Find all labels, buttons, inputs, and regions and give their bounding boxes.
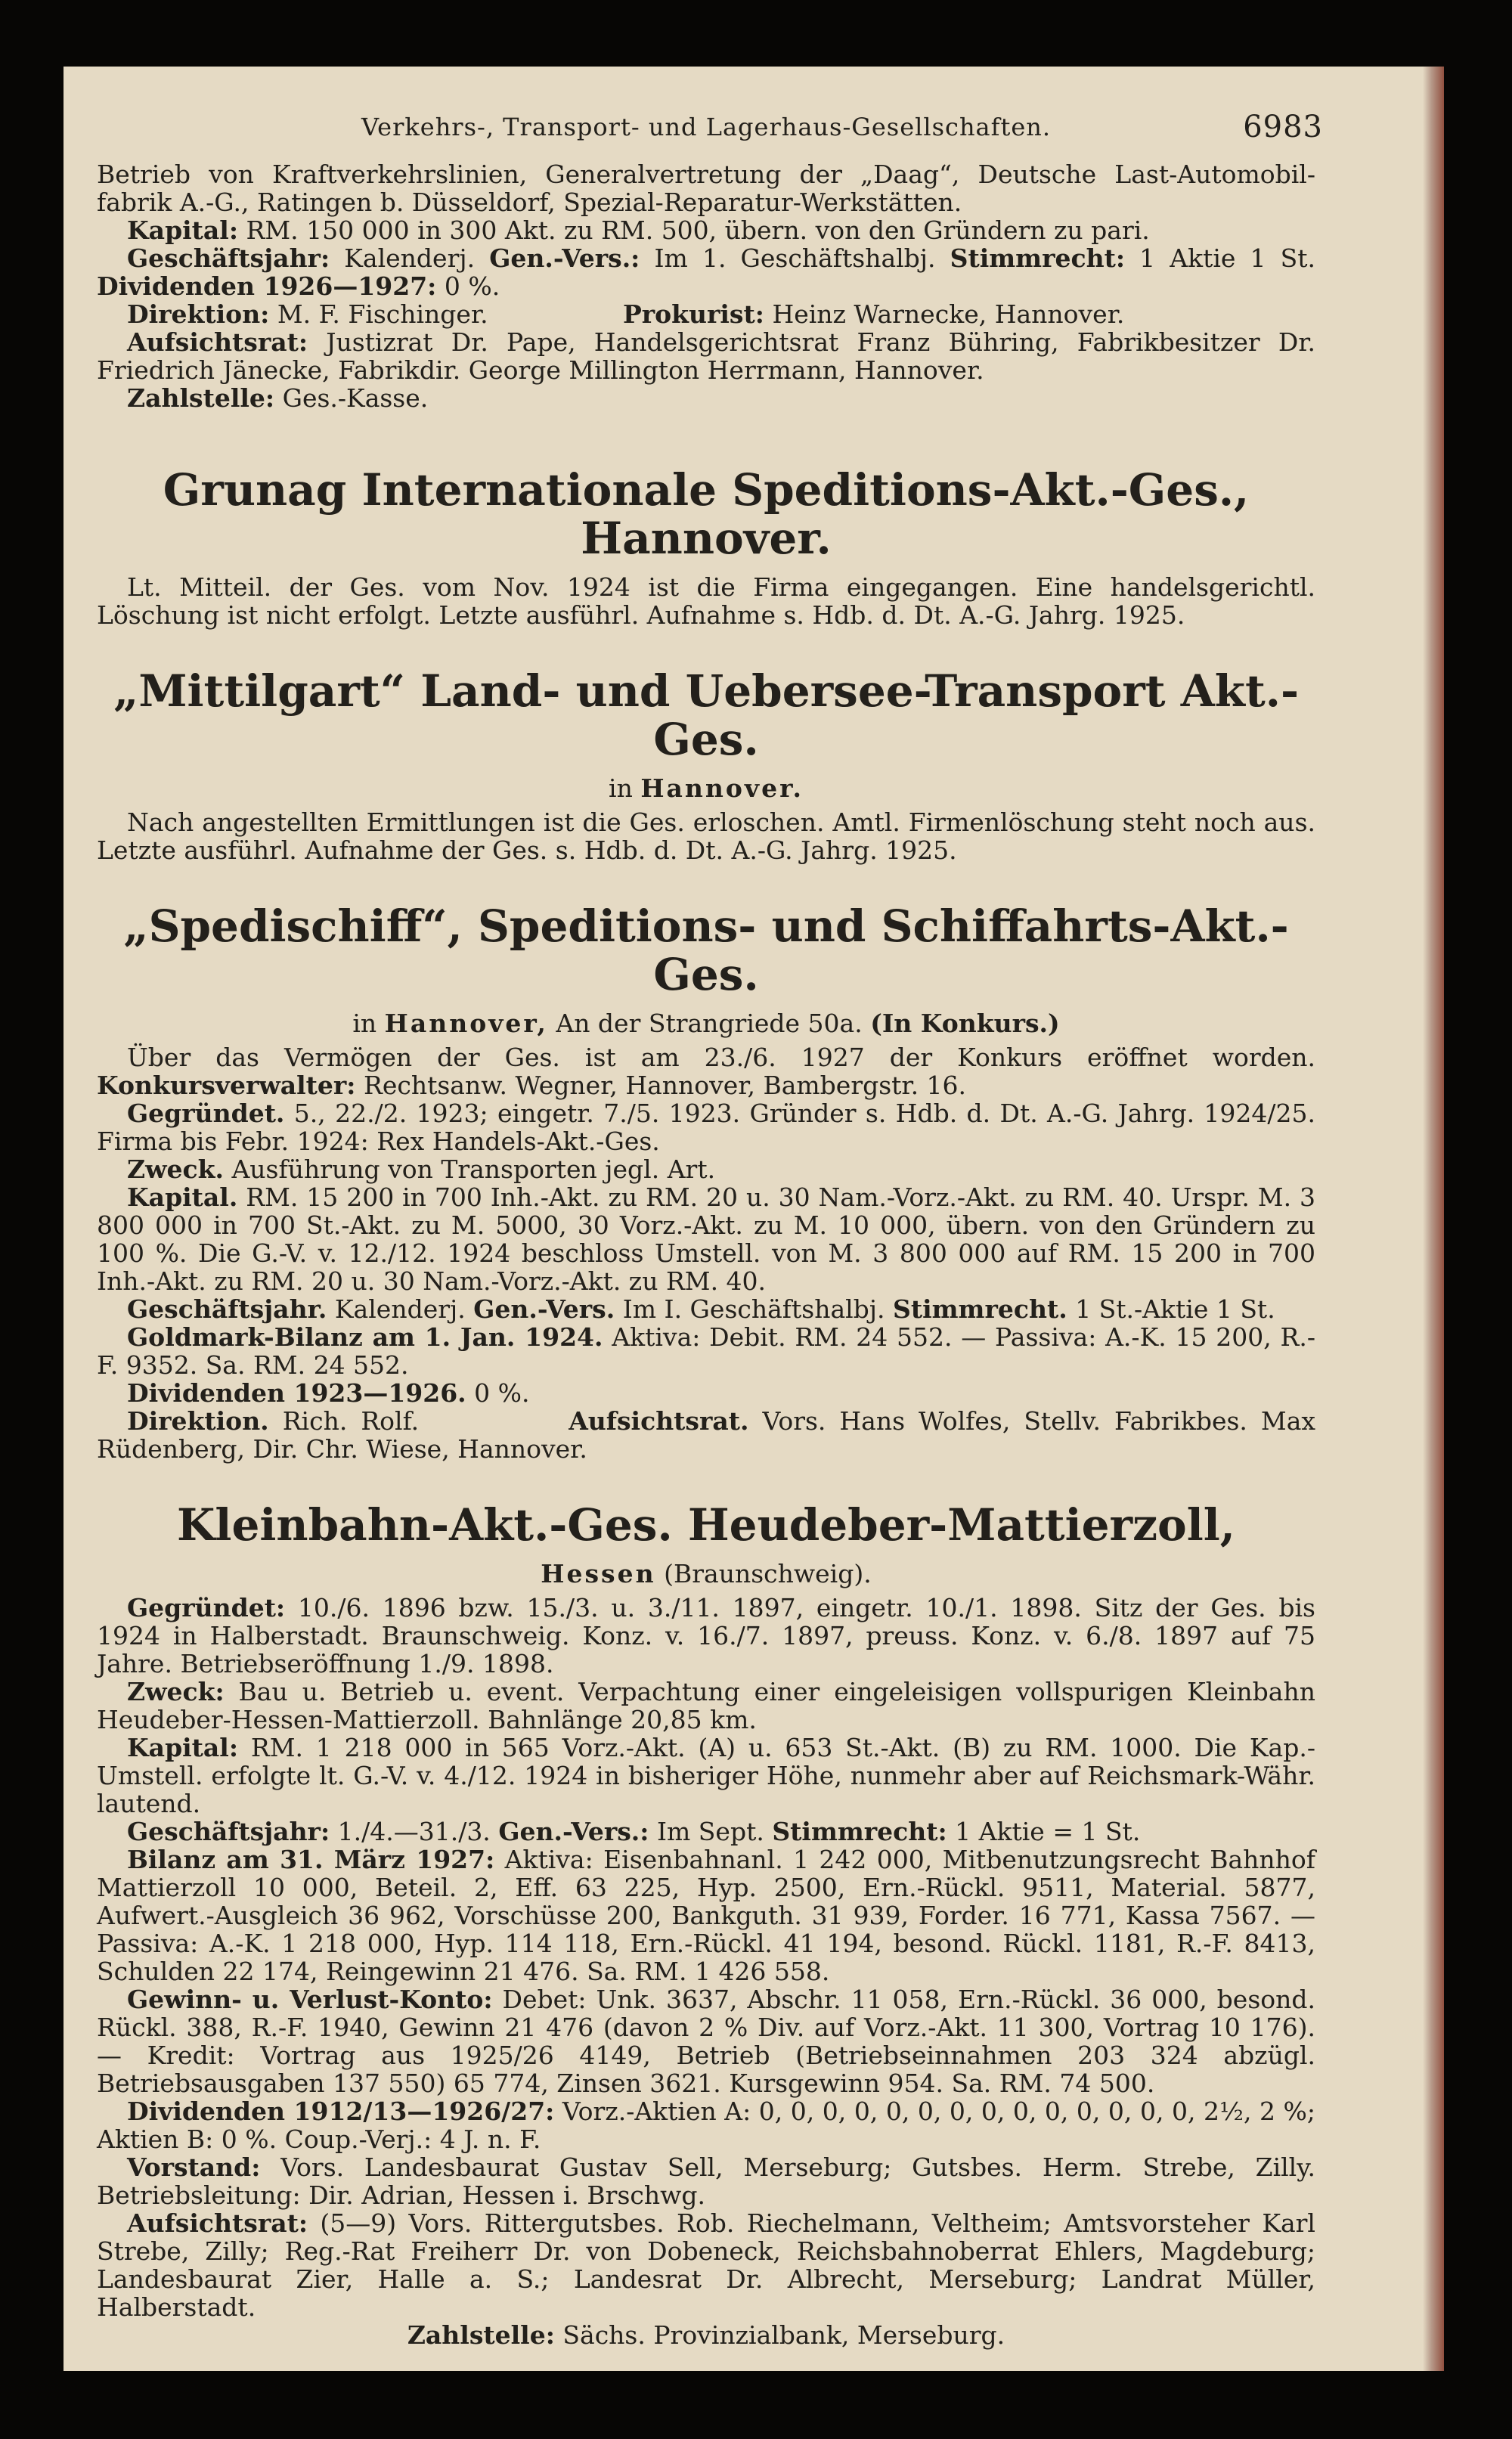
zahlstelle-label: Zahlstelle: xyxy=(407,2320,555,2350)
zweck-para xyxy=(97,1155,1315,1183)
stimmrecht-text: 1 Aktie = 1 St. xyxy=(955,1817,1141,1846)
kapital-para xyxy=(97,1734,1315,1818)
prokurist-text: Heinz Warnecke, Hannover. xyxy=(772,299,1125,329)
geschaeftsjahr-label: Geschäftsjahr: xyxy=(127,243,330,273)
konkurs-text: Über das Vermögen der Ges. ist am 23./6. 1927 der Konkurs eröffnet worden. xyxy=(127,1043,1315,1072)
location-city: Hannover, xyxy=(384,1009,548,1038)
entry-kleinbahn xyxy=(97,1501,1315,2349)
kapital-text: RM. 150 000 in 300 Akt. zu RM. 500, übern. von den Gründern zu pari. xyxy=(246,215,1150,245)
zahlstelle-text: Ges.-Kasse. xyxy=(282,383,429,413)
location-region: (Braunschweig). xyxy=(664,1559,872,1588)
stimmrecht-label: Stimmrecht. xyxy=(893,1294,1067,1324)
dividenden-label: Dividenden 1926—1927: xyxy=(97,271,437,301)
geschaeftsjahr-label: Geschäftsjahr. xyxy=(127,1294,327,1324)
dividenden-para xyxy=(97,2097,1315,2153)
direktion-label: Direktion: xyxy=(127,299,270,329)
gegruendet-para xyxy=(97,1594,1315,1678)
dividenden-text: Vorz.-Aktien A: 0, 0, 0, 0, 0, 0, 0, 0, 0, 0, 0, 0, 0, 0, 2½, 2 %; Aktien B: 0 %. Coup.-Verj.: 4 J. n. F. xyxy=(97,2097,1315,2154)
geschaeftsjahr-text: Kalenderj. xyxy=(344,243,476,273)
entry-title: „Spedischiff“, Speditions- und Schiffahrts-Akt.-Ges. xyxy=(123,900,1289,1000)
bilanz-text: Aktiva: Debit. RM. 24 552. — Passiva: A.-K. 15 200, R.-F. 9352. Sa. RM. 24 552. xyxy=(97,1322,1316,1380)
stimmrecht-label: Stimmrecht: xyxy=(772,1817,947,1846)
guv-para xyxy=(97,1985,1315,2097)
geschaeftsjahr-para xyxy=(97,244,1315,300)
stimmrecht-text: 1 St.-Aktie 1 St. xyxy=(1075,1294,1275,1324)
location-city: Hessen xyxy=(541,1559,656,1588)
entry-grunag xyxy=(97,466,1315,629)
gen-vers-label: Gen.-Vers. xyxy=(473,1294,615,1324)
gen-vers-text: Im Sept. xyxy=(656,1817,764,1846)
page-number: 6983 xyxy=(1243,110,1323,144)
zweck-label: Zweck: xyxy=(127,1677,225,1706)
geschaeftsjahr-label: Geschäftsjahr: xyxy=(127,1817,330,1846)
geschaeftsjahr-para xyxy=(97,1818,1315,1846)
location-prefix: in xyxy=(352,1009,377,1038)
zweck-para xyxy=(97,1678,1315,1734)
entry-text: Lt. Mitteil. der Ges. vom Nov. 1924 ist die Firma eingegangen. Eine handelsgerichtl. Löschung ist nicht erfolgt. Letzte ausführl. Aufnahme s. Hdb. d. Dt. A.-G. Jahrg. 1925. xyxy=(97,572,1315,630)
gegruendet-para xyxy=(97,1099,1315,1155)
direktion-label: Direktion. xyxy=(127,1406,269,1436)
direktion-text: Rich. Rolf. xyxy=(282,1406,420,1436)
zahlstelle-label: Zahlstelle: xyxy=(127,383,275,413)
operations-text: Betrieb von Kraftverkehrslinien, Generalvertretung der „Daag“, Deutsche Last-Automobil-fabrik A.-G., Ratingen b. Düsseldorf, Spezial-Reparatur-Werkstätten. xyxy=(97,160,1315,217)
vorstand-label: Vorstand: xyxy=(127,2152,261,2182)
entry-title: Kleinbahn-Akt.-Ges. Heudeber-Mattierzoll, xyxy=(177,1499,1235,1551)
gegruendet-label: Gegründet: xyxy=(127,1593,286,1622)
location-prefix: in xyxy=(609,773,633,803)
guv-label: Gewinn- u. Verlust-Konto: xyxy=(127,1985,493,2014)
entry-location xyxy=(97,774,1315,802)
header-title: Verkehrs-, Transport- und Lagerhaus-Gesellschaften. xyxy=(361,113,1052,141)
gegruendet-text: 5., 22./2. 1923; eingetr. 7./5. 1923. Gründer s. Hdb. d. Dt. A.-G. Jahrg. 1924/25. Firma bis Febr. 1924: Rex Handels-Akt.-Ges. xyxy=(97,1099,1316,1156)
entry-continued xyxy=(97,160,1315,466)
aufsichtsrat-label: Aufsichtsrat: xyxy=(127,327,308,357)
dividenden-label: Dividenden 1923—1926. xyxy=(127,1378,466,1408)
page-edge-right xyxy=(1423,67,1444,2371)
prokurist-label: Prokurist: xyxy=(622,299,764,329)
bilanz-text: Aktiva: Eisenbahnanl. 1 242 000, Mitbenutzungsrecht Bahnhof Mattierzoll 10 000, Beteil. 2, Eff. 63 225, Hyp. 2500, Ern.-Rückl. 9511, Material. 5877, Aufwert.-Ausgleich 36 962, Vorschüsse 200, Bankguth. 31 939, Forder. 16 771, Kassa 7567. — Passiva: A.-K. 1 218 000, Hyp. 114 118, Ern.-Rückl. 41 194, besond. Rückl. 1181, R.-F. 8413, Schulden 22 174, Reingewinn 21 476. Sa. RM. 1 426 558. xyxy=(97,1845,1315,1986)
location-city: Hannover. xyxy=(640,773,804,803)
kapital-text: RM. 1 218 000 in 565 Vorz.-Akt. (A) u. 653 St.-Akt. (B) zu RM. 1000. Die Kap.-Umstell. erfolgte lt. G.-V. v. 4./12. 1924 in bisheriger Höhe, nunmehr aber auf Reichsmark-Währ. lautend. xyxy=(97,1733,1315,1818)
kapital-label: Kapital. xyxy=(127,1182,238,1212)
zweck-label: Zweck. xyxy=(127,1154,224,1184)
entry-mittilgart xyxy=(97,667,1315,864)
kapital-para xyxy=(97,1183,1315,1295)
kapital-para xyxy=(97,216,1315,244)
gen-vers-text: Im 1. Geschäftshalbj. xyxy=(654,243,936,273)
entry-title: „Mittilgart“ Land- und Uebersee-Transport Akt.-Ges. xyxy=(113,665,1300,765)
geschaeftsjahr-text: Kalenderj. xyxy=(334,1294,466,1324)
vorstand-text: Vors. Landesbaurat Gustav Sell, Merseburg; Gutsbes. Herm. Strebe, Zilly. Betriebsleitung: Dir. Adrian, Hessen i. Brschwg. xyxy=(97,2152,1315,2210)
aufsichtsrat-para xyxy=(97,328,1315,384)
aufsichtsrat-label: Aufsichtsrat. xyxy=(569,1406,749,1436)
geschaeftsjahr-text: 1./4.—31./3. xyxy=(337,1817,491,1846)
entry-location xyxy=(97,1009,1315,1037)
dividenden-para xyxy=(97,1379,1315,1407)
zahlstelle-para xyxy=(97,384,1315,412)
konkursverwalter-text: Rechtsanw. Wegner, Hannover, Bambergstr. 16. xyxy=(363,1071,967,1100)
aufsichtsrat-text: Vors. Hans Wolfes, Stellv. Fabrikbes. Max Rüdenberg, Dir. Chr. Wiese, Hannover. xyxy=(97,1406,1315,1464)
gegruendet-text: 10./6. 1896 bzw. 15./3. u. 3./11. 1897, eingetr. 10./1. 1898. Sitz der Ges. bis 1924 in Halberstadt. Braunschweig. Konz. v. 16./7. 1897, preuss. Konz. v. 6./8. 1897 auf 75 Jahre. Betriebseröffnung 1./9. 1898. xyxy=(97,1593,1315,1678)
zweck-text: Ausführung von Transporten jegl. Art. xyxy=(231,1154,716,1184)
stimmrecht-text: 1 Aktie 1 St. xyxy=(1139,243,1315,273)
kapital-label: Kapital: xyxy=(127,215,239,245)
bilanz-label: Bilanz am 31. März 1927: xyxy=(127,1845,495,1874)
running-header xyxy=(97,110,1323,160)
zahlstelle-text: Sächs. Provinzialbank, Merseburg. xyxy=(562,2320,1005,2350)
guv-text: Debet: Unk. 3637, Abschr. 11 058, Ern.-Rückl. 36 000, besond. Rückl. 388, R.-F. 1940, Gewinn 21 476 (davon 2 % Div. auf Vorz.-Akt. 11 300, Vortrag 10 176). — Kredit: Vortrag aus 1925/26 4149, Betrieb (Betriebseinnahmen 203 324 abzügl. Betriebsausgaben 137 550) 65 774, Zinsen 3621. Kursgewinn 954. Sa. RM. 74 500. xyxy=(97,1985,1315,2098)
entry-spedischiff xyxy=(97,902,1315,1463)
gen-vers-label: Gen.-Vers.: xyxy=(489,243,640,273)
geschaeftsjahr-para xyxy=(97,1295,1315,1323)
direktion-text: M. F. Fischinger. xyxy=(277,299,488,329)
kapital-label: Kapital: xyxy=(127,1733,239,1762)
zweck-text: Bau u. Betrieb u. event. Verpachtung einer eingeleisigen vollspurigen Kleinbahn Heudeber-Hessen-Mattierzoll. Bahnlänge 20,85 km. xyxy=(97,1677,1315,1734)
zahlstelle-para xyxy=(97,2321,1315,2349)
dividenden-text: 0 %. xyxy=(444,271,500,301)
aufsichtsrat-text: Justizrat Dr. Pape, Handelsgerichtsrat Franz Bühring, Fabrikbesitzer Dr. Friedrich Jänecke, Fabrikdir. George Millington Herrmann, Hannover. xyxy=(97,327,1315,385)
bilanz-para xyxy=(97,1846,1315,1985)
aufsichtsrat-text: (5—9) Vors. Rittergutsbes. Rob. Riechelmann, Veltheim; Amtsvorsteher Karl Strebe, Zilly; Reg.-Rat Freiherr Dr. von Dobeneck, Reichsbahnoberrat Ehlers, Magdeburg; Landesbaurat Zier, Halle a. S.; Landesrat Dr. Albrecht, Merseburg; Landrat Müller, Halberstadt. xyxy=(97,2208,1315,2322)
entry-location xyxy=(97,1560,1315,1588)
location-address: An der Strangriede 50a. xyxy=(556,1009,863,1038)
entry-text: Nach angestellten Ermittlungen ist die Ges. erloschen. Amtl. Firmenlöschung steht noch aus. Letzte ausführl. Aufnahme der Ges. s. Hdb. d. Dt. A.-G. Jahrg. 1925. xyxy=(97,807,1315,865)
kapital-text: RM. 15 200 in 700 Inh.-Akt. zu RM. 20 u. 30 Nam.-Vorz.-Akt. zu RM. 40. Urspr. M. 3 800 000 in 700 St.-Akt. zu M. 5000, 30 Vorz.-Akt. zu M. 10 000, übern. von den Gründern zu 100 %. Die G.-V. v. 12./12. 1924 beschloss Umstell. von M. 3 800 000 auf RM. 15 200 in 700 Inh.-Akt. zu RM. 20 u. 30 Nam.-Vorz.-Akt. zu RM. 40. xyxy=(97,1182,1315,1296)
aufsichtsrat-label: Aufsichtsrat: xyxy=(127,2208,308,2238)
gegruendet-label: Gegründet. xyxy=(127,1099,285,1128)
konkurs-para xyxy=(97,1043,1315,1099)
page-content xyxy=(97,110,1323,2355)
konkursverwalter-label: Konkursverwalter: xyxy=(97,1071,356,1100)
bilanz-label: Goldmark-Bilanz am 1. Jan. 1924. xyxy=(127,1322,603,1352)
dividenden-text: 0 %. xyxy=(474,1378,530,1408)
vorstand-para xyxy=(97,2153,1315,2209)
gen-vers-text: Im I. Geschäftshalbj. xyxy=(622,1294,885,1324)
bilanz-para xyxy=(97,1323,1315,1379)
aufsichtsrat-para xyxy=(97,2209,1315,2321)
direktion-para xyxy=(97,300,1315,328)
entry-title: Grunag Internationale Speditions-Akt.-Ges., Hannover. xyxy=(163,464,1250,564)
dividenden-label: Dividenden 1912/13—1926/27: xyxy=(127,2097,555,2126)
stimmrecht-label: Stimmrecht: xyxy=(950,243,1125,273)
gen-vers-label: Gen.-Vers.: xyxy=(498,1817,649,1846)
konkurs-status: (In Konkurs.) xyxy=(870,1009,1060,1038)
direktion-para xyxy=(97,1407,1315,1463)
